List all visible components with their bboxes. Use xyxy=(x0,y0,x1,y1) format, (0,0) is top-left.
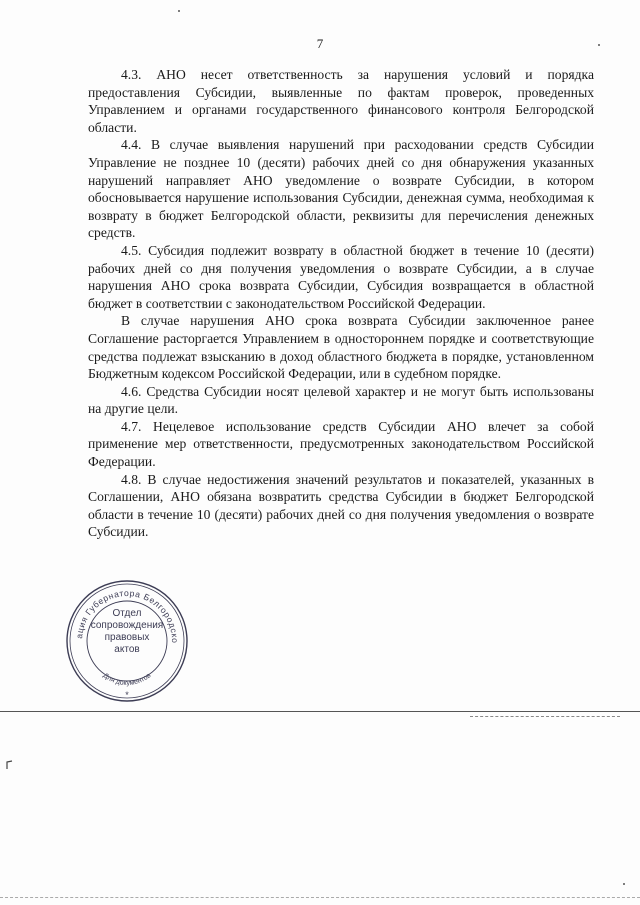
separator-line xyxy=(0,711,640,712)
scan-mark xyxy=(6,760,14,773)
scan-speck xyxy=(178,10,180,12)
official-stamp xyxy=(64,578,190,704)
paragraph-4-4: 4.4. В случае выявления нарушений при расходовании средств Субсидии Управление не позднее 10 (десяти) рабочих дней со дня обнаружения указанных нарушений направляет АНО уведомление о возврате Субсидии, в котором обосновывается нарушение использования Субсидии, денежная сумма, необходимая к возврату в бюджет Белгородской области, реквизиты для перечисления денежных средств. xyxy=(88,137,594,241)
scan-speck xyxy=(623,883,625,885)
paragraph-4-5-continued: В случае нарушения АНО срока возврата Субсидии заключенное ранее Соглашение расторгается Управлением в одностороннем порядке и соответствующие средства подлежат взысканию в доход областного бюджета в порядке, установленном Бюджетным кодексом Российской Федерации, или в судебном порядке. xyxy=(88,313,594,382)
paragraph-4-3: 4.3. АНО несет ответственность за нарушения условий и порядка предоставления Субсидии, выявленные по фактам проверок, проведенных Управлением и органами государственного финансового контроля Белгородской области. xyxy=(88,67,594,135)
stamp-inner-line: сопровождения xyxy=(90,620,164,631)
scan-mark-icon xyxy=(6,760,14,770)
stamp-inner-text xyxy=(64,608,190,656)
paragraph-4-6: 4.6. Средства Субсидии носят целевой характер и не могут быть использованы на другие цели. xyxy=(88,383,594,417)
stamp-inner-line: актов xyxy=(114,644,140,655)
paragraph-4-7: 4.7. Нецелевое использование средств Субсидии АНО влечет за собой применение мер ответственности, предусмотренных законодательством Российской Федерации. xyxy=(88,418,594,470)
stamp-outer-text: ация Губернатора Белгородско xyxy=(74,587,181,644)
separator-dashes xyxy=(470,716,620,717)
page-number: 7 xyxy=(316,36,324,51)
stamp-inner-line: Отдел xyxy=(112,608,142,619)
stamp-bottom-text: Для документов xyxy=(101,672,153,688)
bottom-scan-edge xyxy=(0,897,640,898)
stamp-star: * xyxy=(125,690,129,700)
document-body xyxy=(88,66,594,541)
paragraph-4-5: 4.5. Субсидия подлежит возврату в областной бюджет в течение 10 (десяти) рабочих дней со дня получения уведомления о возврате Субсидии, а в случае нарушения АНО срока возврата Субсидии, Субсидия возвращается в областной бюджет в соответствии с законодательством Российской Федерации. xyxy=(88,242,594,311)
svg-text:Для документов xyxy=(102,672,153,687)
paragraph-4-8: 4.8. В случае недостижения значений результатов и показателей, указанных в Соглашении, АНО обязана возвратить средства Субсидии в бюджет Белгородской области в течение 10 (десяти) рабочих дней со дня получения уведомления о возврате Субсидии. xyxy=(88,471,594,540)
stamp-inner-line: правовых xyxy=(104,632,150,643)
scan-speck xyxy=(598,44,600,46)
